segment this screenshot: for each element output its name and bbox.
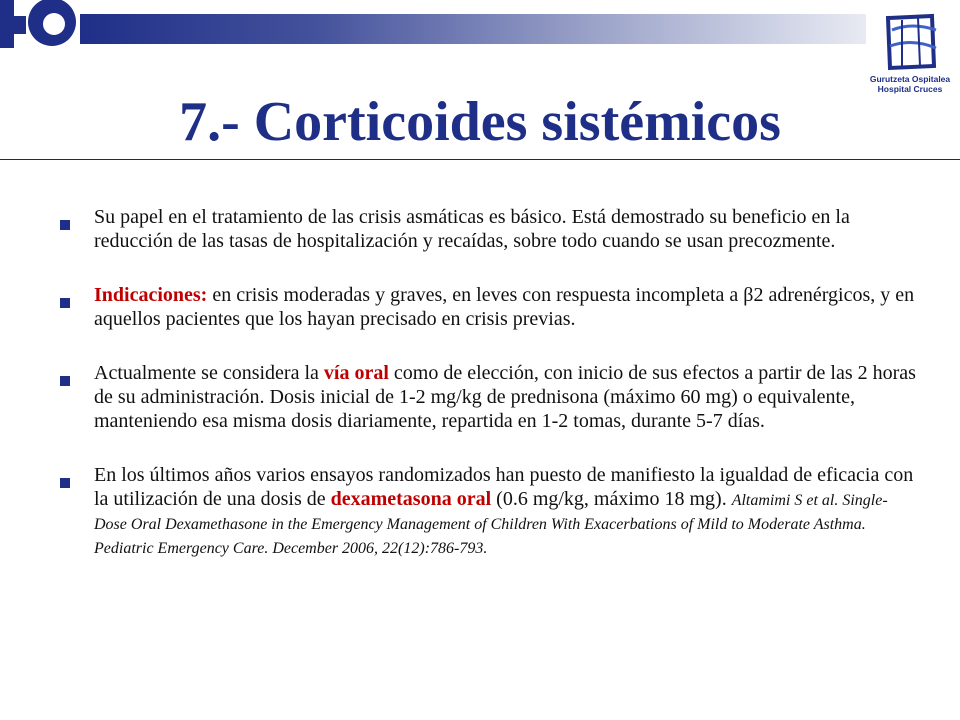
logo-left-icon: [0, 0, 90, 48]
indicaciones-label: Indicaciones:: [94, 284, 208, 306]
bullet-square-icon: [60, 376, 70, 386]
slide-title: 7.- Corticoides sistémicos: [179, 91, 781, 153]
via-oral-highlight: vía oral: [323, 362, 389, 384]
bullet-text-post: como de elección, con inicio de sus efectos a partir de las 2 horas de su administración. Dosis inicial de 1-2 mg/kg de prednisona (máximo 60 mg) o equivalente, manteniendo esa misma dosis diariamente, repartida en 1-2 tomas, durante 5-7 días.: [94, 362, 916, 432]
citation-text: Altamimi S et al. Single-Dose Oral Dexamethasone in the Emergency Management of Children With Exacerbations of Mild to Moderate Asthma. Pediatric Emergency Care. December 2006, 22(12):786-793.: [94, 492, 888, 557]
bullet-square-icon: [60, 478, 70, 488]
bullet-text: en crisis moderadas y graves, en leves con respuesta incompleta a β2 adrenérgicos, y en aquellos pacientes que los hayan precisado en crisis previas.: [94, 284, 915, 330]
title-divider: [0, 159, 960, 160]
bullet-item-3: [56, 361, 916, 433]
bullet-text-post: (0.6 mg/kg, máximo 18 mg).: [491, 488, 732, 510]
hospital-name-line2: Hospital Cruces: [877, 84, 943, 94]
bullet-square-icon: [60, 220, 70, 230]
bullet-item-4: [56, 463, 916, 559]
hospital-name-line1: Gurutzeta Ospitalea: [869, 74, 951, 84]
dexametasona-highlight: dexametasona oral: [330, 488, 492, 510]
bullet-square-icon: [60, 298, 70, 308]
bullet-item-1: [56, 205, 916, 253]
header-gradient-band: [80, 14, 866, 44]
bullet-text-pre: En los últimos años varios ensayos randomizados han puesto de manifiesto la igualdad de eficacia con la utilización de una dosis de: [94, 464, 914, 510]
bullet-item-2: [56, 283, 916, 331]
bullet-text: Su papel en el tratamiento de las crisis asmáticas es básico. Está demostrado su beneficio en la reducción de las tasas de hospitalización y recaídas, sobre todo cuando se usan precozmente.: [94, 206, 850, 252]
header-banner: [0, 0, 960, 94]
bullet-text-pre: Actualmente se considera la: [94, 362, 324, 384]
bullet-list: [56, 205, 916, 589]
